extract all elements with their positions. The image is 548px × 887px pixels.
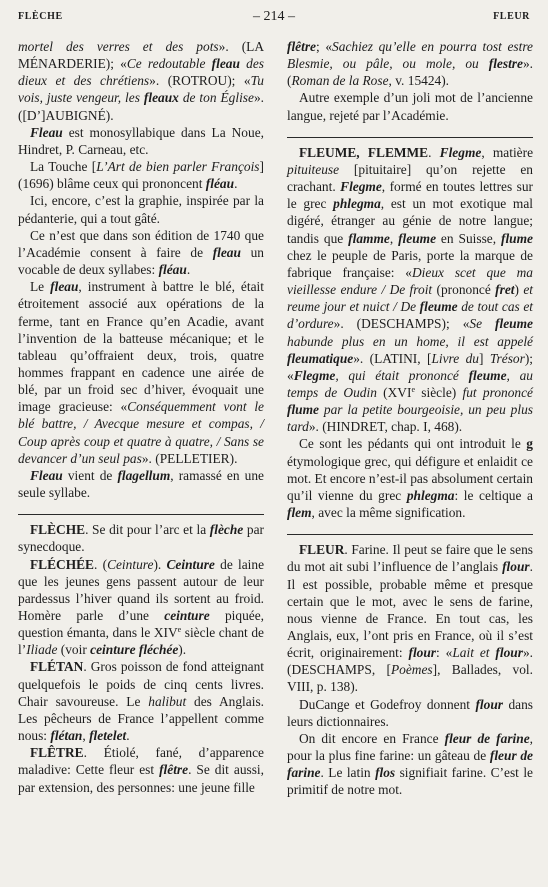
fleau-monosyllabic-paragraph xyxy=(18,124,264,158)
text-run: fletelet xyxy=(89,728,127,744)
text-run: , avec la même signification. xyxy=(311,505,466,521)
ici-encore-paragraph xyxy=(18,192,264,226)
text-run: Ce n’est que dans son édition de 1740 que l’Académie consent à faire de xyxy=(18,227,264,260)
text-run: (voir xyxy=(57,642,91,658)
text-run: . Gros poisson de fond atteignant quelquefois le poids de cinq cents livres. Chair savoureuse. Le xyxy=(18,659,264,709)
text-run: Ceinture xyxy=(107,556,154,572)
la-touche-paragraph xyxy=(18,158,264,192)
text-run: fléau xyxy=(158,262,187,278)
text-run: ». (LA MÉNARDERIE); « xyxy=(18,39,264,72)
text-run: Lait et xyxy=(452,645,496,661)
text-run: Le xyxy=(30,279,51,295)
text-run: ». (ROTROU); « xyxy=(149,73,251,89)
text-run: g xyxy=(526,436,533,452)
text-run: La Touche [ xyxy=(30,159,97,175)
text-run: ». (LATINI, [ xyxy=(353,350,432,366)
text-run: Autre exemple d’un joli mot de l’ancienne langue, rejeté par l’Académie. xyxy=(287,90,533,123)
text-run: par la petite bourgeoisie, un peu plus tard xyxy=(287,402,533,435)
text-run: en Suisse, xyxy=(436,230,501,246)
text-run: FLEUME, FLEMME xyxy=(299,144,429,160)
text-run: ceinture xyxy=(164,608,210,623)
text-run: (XVI xyxy=(376,384,412,400)
ducange-paragraph xyxy=(287,696,533,730)
text-run: . xyxy=(126,728,130,744)
text-run: Flegme xyxy=(293,367,336,383)
academie-1740-paragraph xyxy=(18,227,264,278)
text-run: siècle chant de l’ xyxy=(18,625,264,658)
text-run: . xyxy=(186,262,191,278)
text-run: et reume jour et nuict / De xyxy=(287,282,533,315)
text-run: (prononcé xyxy=(432,282,496,298)
text-run: Flegme xyxy=(439,144,482,160)
text-run: un vocable de deux syllabes: xyxy=(18,244,264,278)
text-run: . Étiolé, fané, d’apparence maladive: Cette fleur est xyxy=(18,745,264,778)
right-column xyxy=(287,38,533,799)
entry-separator-rule xyxy=(287,534,533,535)
text-run: L’Art de bien parler François xyxy=(96,159,260,175)
text-run: flume xyxy=(501,230,533,246)
text-run: Ici, encore, c’est la graphie, inspirée par la pédanterie, qui a tout gâté. xyxy=(18,193,264,226)
text-run: fleau xyxy=(50,279,79,295)
text-run: Ce redoutable xyxy=(126,56,212,72)
text-run: ; « xyxy=(316,39,333,54)
text-run: ». (PELLETIER). xyxy=(141,450,238,466)
text-run: Livre du xyxy=(431,350,479,366)
text-run: : le celtique a xyxy=(454,487,533,503)
text-run: . ( xyxy=(94,556,108,572)
text-run: [pituitaire] qu’on rejette en crachant. xyxy=(287,161,533,195)
text-run: fleume xyxy=(468,367,507,383)
text-run: flour xyxy=(408,645,437,661)
entry-fletre-continuation xyxy=(287,38,533,89)
text-run: fret xyxy=(495,282,515,298)
text-run: vient de xyxy=(62,467,118,483)
text-run: Trésor xyxy=(489,350,525,366)
text-run: FLÉCHÉE xyxy=(30,556,94,572)
text-run: flour xyxy=(475,696,503,712)
text-run: ] xyxy=(478,350,490,366)
text-run: , v. 15424). xyxy=(388,73,450,89)
fleau-etymology-paragraph xyxy=(18,467,264,501)
text-run: . Il est possible, probable même et presque certain que le mot, avec le sens de farine, nous vienne de France. En tout cas, les Anglais, eux, l’ont pris en France, où il s’est écrit, originairement: xyxy=(287,559,533,661)
text-run: ); « xyxy=(287,350,533,383)
text-run: dans leurs dictionnaires. xyxy=(287,696,533,729)
text-run: . xyxy=(428,144,440,160)
text-run: ceinture fléchée xyxy=(90,642,179,658)
text-run: , pour la plus fine farine: un gâteau de xyxy=(287,730,534,764)
pedants-paragraph xyxy=(287,435,533,521)
text-run: fut prononcé xyxy=(462,384,534,400)
text-run: , matière xyxy=(481,144,534,160)
text-run: flêtre xyxy=(287,39,316,54)
text-run: . Se dit pour l’arc et la xyxy=(85,522,210,538)
text-run: halibut xyxy=(148,693,187,709)
text-run: phlegma xyxy=(406,487,455,503)
text-run: de ton Église xyxy=(178,90,254,106)
text-run: chez le peuple de Paris, porte la marque de fabrique française: « xyxy=(287,247,533,280)
text-run: des Anglais. Les pêcheurs de France l’appellent comme nous: xyxy=(18,693,265,744)
text-run: fleur de farine xyxy=(444,730,530,746)
text-run: Conséquemment vont le blé battre, / Avecque mesure et compas, / Coup après coup et quatre à quatre, / Sans se devancer d’un seul pas xyxy=(18,399,264,466)
entry-fleume-flemme xyxy=(287,144,533,436)
header-left-guide-word: FLÈCHE xyxy=(18,11,63,22)
text-run: . Farine. Il peut se faire que le sens du mot ait subi l’influence de l’anglais xyxy=(287,542,533,575)
text-run: flour xyxy=(502,559,530,575)
text-run: DuCange et Godefroy donnent xyxy=(299,696,476,712)
text-run: Ce sont les pédants qui ont introduit le xyxy=(299,436,527,452)
text-run: , xyxy=(82,728,90,744)
left-column xyxy=(18,38,264,796)
text-run: ». ([D’]AUBIGNÉ). xyxy=(18,90,265,123)
text-run: signifiait farine. C’est le primitif de notre mot. xyxy=(287,765,533,798)
text-run: , formé en toutes lettres sur le grec xyxy=(287,179,533,212)
text-run: Ceinture xyxy=(166,556,215,572)
le-fleau-instrument-paragraph xyxy=(18,278,264,467)
text-run: Roman de la Rose xyxy=(291,73,389,89)
text-run: Iliade xyxy=(26,642,58,658)
text-run: , ramassé en une seule syllabe. xyxy=(18,467,264,501)
text-run: Flegme xyxy=(340,179,382,195)
text-run: flume xyxy=(287,402,319,418)
text-run: fleaux xyxy=(143,90,179,106)
text-run: , instrument à battre le blé, était étroitement associé aux opérations de la ferme, tant en France qu’en Acadie, avant l’invention de la batteuse mécanique; et le tableau qu’offraient deux, trois, quatre hommes frappant en cadence une airée de blé, par un froid sec d’hiver, évoquait une image gracieuse: « xyxy=(18,279,264,415)
text-run: Tu vois, juste vengeur, les xyxy=(18,73,264,106)
entry-fleur xyxy=(287,541,533,695)
text-run: par synecdoque. xyxy=(18,522,264,555)
text-run: ». (DESCHAMPS); « xyxy=(333,316,470,332)
text-run: mortel des verres et des pots xyxy=(18,39,219,54)
text-run: . xyxy=(234,176,238,192)
text-run: est monosyllabique dans La Noue, Hindret, P. Carneau, etc. xyxy=(18,124,264,157)
text-run: flêtre xyxy=(159,762,189,778)
text-run: flagellum xyxy=(117,467,171,483)
text-run: Sachiez qu’elle en pourra tost estre Blesmie, ou pâle, ou mole, ou xyxy=(287,39,533,72)
fleau-entry-continuation xyxy=(18,38,264,124)
text-run: Se xyxy=(469,316,496,332)
entry-separator-rule xyxy=(287,137,533,138)
text-run: , au temps de Oudin xyxy=(287,367,533,400)
text-run: siècle) xyxy=(415,384,463,400)
text-run: fleau xyxy=(211,56,240,72)
text-run: ». ( xyxy=(287,56,533,89)
text-run: . Le latin xyxy=(320,765,376,781)
text-run: de laine que les jeunes gens passent autour de leur pardessus l’hiver quand ils sortent au froid. Homère parle d’une xyxy=(18,556,265,623)
entry-fletre xyxy=(18,744,264,795)
text-run: flèche xyxy=(209,522,244,538)
text-run: : « xyxy=(436,645,453,661)
text-run: flamme xyxy=(348,230,390,246)
text-run: FLÉTAN xyxy=(30,659,84,675)
entry-flechee xyxy=(18,556,264,659)
text-run: ] (1696) blâme ceux qui prononcent xyxy=(18,159,264,192)
entry-separator-rule xyxy=(18,514,264,515)
text-run: FLEUR xyxy=(299,542,345,558)
text-run: ). xyxy=(178,642,187,658)
text-run: fleume xyxy=(419,299,458,315)
text-run: fleau xyxy=(212,244,241,260)
entry-fleche xyxy=(18,521,264,555)
text-run: Poèmes xyxy=(390,662,433,678)
text-run: flour xyxy=(495,645,523,661)
on-dit-paragraph xyxy=(287,730,533,799)
text-run: flétan xyxy=(50,728,83,744)
text-run: flem xyxy=(287,505,312,521)
text-run: Fleau xyxy=(30,124,63,140)
text-run: flestre xyxy=(488,56,523,72)
text-run: phlegma xyxy=(333,196,381,212)
text-run: FLÈCHE xyxy=(30,522,86,538)
text-run: fleur de farine xyxy=(287,748,533,781)
text-run: e xyxy=(411,384,416,394)
header-right-guide-word: FLEUR xyxy=(493,11,530,22)
text-run: piquée, question émanta, dans le XIV xyxy=(18,608,265,641)
text-run: ) xyxy=(514,282,524,298)
autre-exemple-paragraph xyxy=(287,89,533,123)
text-run: , qui était prononcé xyxy=(335,367,469,383)
text-run: fleume xyxy=(398,230,437,246)
running-header xyxy=(18,9,530,25)
text-run: de tout cas et d’ordure xyxy=(287,299,533,332)
text-run: des dieux et des chrétiens xyxy=(18,56,264,89)
text-run: ). xyxy=(153,556,167,572)
text-run: ». (HINDRET, chap. I, 468). xyxy=(308,419,463,435)
text-run: e xyxy=(177,625,182,635)
text-run: Fleau xyxy=(30,467,63,483)
text-run: , est un mot exotique mal digéré, étranger au génie de notre langue; tandis que xyxy=(287,196,534,246)
text-run: habunde plus en un home, il est appelé xyxy=(287,333,533,349)
text-run: étymologique grec, qui défigure et enlaidit ce mot. Et encore n’est-il pas absolument certain qu’il vienne du grec xyxy=(287,453,533,503)
entry-fletan xyxy=(18,658,264,744)
text-run: ». (DESCHAMPS, [ xyxy=(287,645,533,678)
text-run: fleumatique xyxy=(287,350,354,366)
text-run: Dieux scet que ma vieillesse endure / De froit xyxy=(287,264,533,298)
text-run: pituiteuse xyxy=(287,161,340,177)
text-run: ], Ballades, vol. VIII, p. 138). xyxy=(287,662,534,695)
text-run: . Se dit aussi, par extension, des personnes: une jeune fille xyxy=(18,762,265,795)
text-run: fleume xyxy=(495,316,533,332)
text-run: , xyxy=(389,230,399,246)
text-run: fléau xyxy=(205,176,235,192)
text-run: On dit encore en France xyxy=(299,730,445,746)
page-number: – 214 – xyxy=(253,9,295,24)
text-run: FLÊTRE xyxy=(30,745,84,761)
text-run: flos xyxy=(375,765,396,781)
